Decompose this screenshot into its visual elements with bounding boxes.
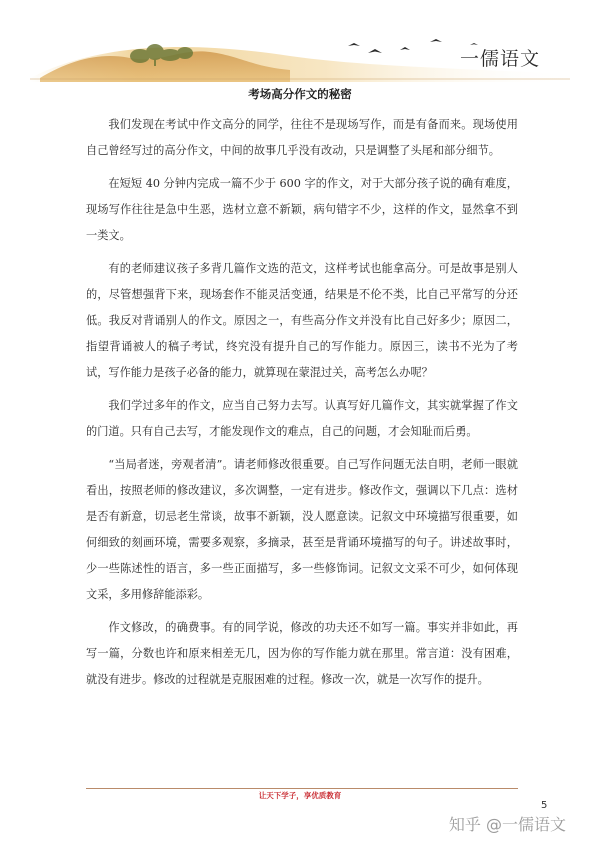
paragraph: 我们发现在考试中作文高分的同学，往往不是现场写作，而是有备而来。现场使用自己曾经写过的高分作文，中间的故事几乎没有改动，只是调整了头尾和部分细节。 — [86, 118, 518, 157]
brand-name: 一儒语文 — [459, 48, 540, 70]
paragraph: 作文修改，的确费事。有的同学说，修改的功夫还不如写一篇。事实并非如此，再写一篇，分数也许和原来相差无几，因为你的写作能力就在那里。常言道：没有困难，就没有进步。修改的过程就是克服困难的过程。修改一次，就是一次写作的提升。 — [86, 621, 518, 686]
paragraph: “当局者迷，旁观者清”。请老师修改很重要。自己写作问题无法自明，老师一眼就看出，按照老师的修改建议，多次调整，一定有进步。修改作文，强调以下几点：选材是否有新意，切忌老生常谈，故事不新颖，没人愿意读。记叙文中环境描写很重要，如何细致的刻画环境，需要多观察，多摘录，甚至是背诵环境描写的句子。讲述故事时，少一些陈述性的语言，多一些正面描写，多一些修饰词。记叙文文采不可少，如何体现文采，多用修辞能添彩。 — [86, 458, 518, 601]
footer-slogan: 让天下学子，享优质教育 — [258, 791, 342, 800]
paragraph: 在短短 40 分钟内完成一篇不少于 600 字的作文，对于大部分孩子说的确有难度，现场写作往往是急中生恶，选材立意不新颖，病句错字不少，这样的作文，显然拿不到一类文。 — [86, 177, 518, 242]
footer-divider — [86, 788, 518, 789]
article-title: 考场高分作文的秘密 — [248, 87, 352, 101]
page-number: 5 — [541, 800, 548, 811]
article-body — [86, 112, 518, 700]
paragraph: 我们学过多年的作文，应当自己努力去写。认真写好几篇作文，其实就掌握了作文的门道。只有自己去写，才能发现作文的难点，自己的问题，才会知耻而后勇。 — [86, 399, 518, 438]
flying-birds — [348, 39, 478, 53]
watermark: 知乎 @一儒语文 — [448, 815, 566, 834]
paragraph: 有的老师建议孩子多背几篇作文选的范文，这样考试也能拿高分。可是故事是别人的，尽管想强背下来，现场套作不能灵活变通，结果是不伦不类，比自己平常写的分还低。我反对背诵别人的作文。原因之一，有些高分作文并没有比自己好多少；原因二，指望背诵被人的稿子考试，终究没有提升自己的写作能力。原因三，读书不光为了考试，写作能力是孩子必备的能力，就算现在蒙混过关，高考怎么办呢？ — [86, 262, 518, 379]
